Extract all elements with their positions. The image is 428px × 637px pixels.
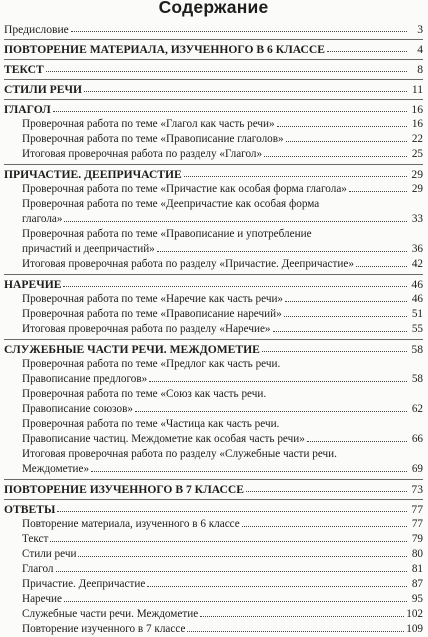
dot-leader [149,381,407,382]
toc-page-number: 51 [411,308,423,320]
toc-page-number: 16 [411,118,423,130]
toc-entry-title: причастий и деепричастий» [22,243,155,255]
toc-entry-title: Правописание предлогов» [22,373,148,385]
toc-page-number: 22 [411,133,423,145]
toc-entry[interactable] [4,147,423,162]
toc-page-number: 29 [411,183,423,195]
toc-page-number: 16 [411,103,423,116]
dot-leader [157,251,407,252]
dot-leader [356,266,407,267]
toc-page-number: 102 [406,608,423,620]
toc-entry-title: глагола» [22,213,63,225]
toc-entry-line: Проверочная работа по теме «Деепричастие как особая форма [22,198,320,210]
toc-entry[interactable] [4,562,423,577]
toc-page-number: 46 [411,293,423,305]
toc-page-number: 33 [411,213,423,225]
toc-entry-title: Междометие» [22,463,90,475]
toc-page-number: 77 [411,503,423,516]
toc-page-number: 58 [411,373,423,385]
dot-leader [64,601,407,602]
toc-entry[interactable] [4,322,423,337]
toc-entry-title: Итоговая проверочная работа по разделу «Наречие» [22,323,271,335]
toc-entry-title: ТЕКСТ [4,63,44,76]
toc-entry[interactable] [4,517,423,532]
toc-section[interactable] [4,102,423,117]
toc-entry[interactable] [4,607,423,622]
toc-entry[interactable] [4,182,423,197]
section-divider [4,499,423,500]
dot-leader [184,176,407,177]
toc-entry[interactable] [4,257,423,272]
toc-entry-title: ОТВЕТЫ [4,503,56,516]
toc-entry-title: Повторение изученного в 7 классе [22,623,186,635]
toc-entry-line: Проверочная работа по теме «Частица как часть речи. [22,418,280,430]
toc-entry[interactable] [4,132,423,147]
section-divider [4,479,423,480]
toc-entry-title: Итоговая проверочная работа по разделу «Причастие. Деепричастие» [22,258,354,270]
section-divider [4,339,423,340]
toc-entry[interactable] [4,22,423,37]
dot-leader [71,31,407,32]
toc-entry[interactable] [4,307,423,322]
toc-entry[interactable] [4,117,423,132]
toc-page-number: 46 [411,278,423,291]
toc-entry-title: Правописание частиц. Междометие как особая часть речи» [22,433,305,445]
toc-entry-title: Повторение материала, изученного в 6 классе [22,518,240,530]
toc-entry-line: Итоговая проверочная работа по разделу «Служебные части речи. [22,448,337,460]
dot-leader [187,631,404,632]
dot-leader [63,286,407,287]
toc-page-number: 66 [411,433,423,445]
toc-entry[interactable] [4,432,423,447]
dot-leader [264,156,407,157]
dot-leader [242,526,407,527]
toc-section[interactable] [4,62,423,77]
toc-entry-title: ПРИЧАСТИЕ. ДЕЕПРИЧАСТИЕ [4,168,182,181]
dot-leader [349,191,407,192]
dot-leader [262,351,407,352]
toc-entry-title: СТИЛИ РЕЧИ [4,83,83,96]
toc-entry-title: Служебные части речи. Междометие [22,608,199,620]
toc-entry-title: СЛУЖЕБНЫЕ ЧАСТИ РЕЧИ. МЕЖДОМЕТИЕ [4,343,260,356]
dot-leader [53,111,407,112]
toc-page-number: 81 [411,563,423,575]
dot-leader [57,511,407,512]
toc-page-number: 3 [417,23,423,36]
dot-leader [56,571,407,572]
dot-leader [91,471,407,472]
dot-leader [200,616,404,617]
dot-leader [286,141,407,142]
section-divider [4,164,423,165]
toc-entry[interactable] [4,577,423,592]
dot-leader [64,221,407,222]
toc-entry[interactable] [4,292,423,307]
toc-entry-title: ПОВТОРЕНИЕ ИЗУЧЕННОГО В 7 КЛАССЕ [4,483,244,496]
toc-entry-title: ГЛАГОЛ [4,103,51,116]
dot-leader [277,126,407,127]
dot-leader [285,301,407,302]
toc-page-number: 58 [411,343,423,356]
dot-leader [327,51,407,52]
toc-page-number: 11 [411,83,423,96]
dot-leader [78,556,407,557]
toc-page-number: 4 [417,43,423,56]
section-divider [4,59,423,60]
toc-entry-title: Причастие. Деепричастие [22,578,146,590]
toc-page-number: 77 [411,518,423,530]
dot-leader [273,331,408,332]
toc-page-number: 42 [411,258,423,270]
section-divider [4,79,423,80]
toc-entry[interactable] [4,622,423,637]
toc-entry-title: Предисловие [4,23,69,36]
toc-entry[interactable] [4,372,423,387]
toc-page-number: 69 [411,463,423,475]
dot-leader [284,316,407,317]
toc-list [4,22,423,637]
toc-section[interactable] [4,167,423,182]
section-divider [4,274,423,275]
toc-section[interactable] [4,482,423,497]
toc-entry-title: Текст [22,533,49,545]
toc-entry[interactable] [4,462,423,477]
dot-leader [84,91,407,92]
toc-entry[interactable] [4,212,423,227]
dot-leader [307,441,407,442]
dot-leader [246,491,407,492]
toc-entry-title: ПОВТОРЕНИЕ МАТЕРИАЛА, ИЗУЧЕННОГО В 6 КЛАССЕ [4,43,326,56]
toc-entry-title: НАРЕЧИЕ [4,278,62,291]
toc-page-number: 79 [411,533,423,545]
toc-section[interactable] [4,502,423,517]
toc-entry[interactable] [4,532,423,547]
dot-leader [135,411,407,412]
toc-page-number: 95 [411,593,423,605]
toc-page-number: 29 [411,168,423,181]
toc-entry-line: Проверочная работа по теме «Предлог как часть речи. [22,358,281,370]
toc-page-number: 62 [411,403,423,415]
toc-page-number: 36 [411,243,423,255]
toc-entry-title: Проверочная работа по теме «Причастие как особая форма глагола» [22,183,347,195]
toc-section[interactable] [4,342,423,357]
toc-page-number: 73 [411,483,423,496]
toc-section[interactable] [4,42,423,57]
section-divider [4,39,423,40]
dot-leader [147,586,407,587]
toc-entry-title: Проверочная работа по теме «Глагол как часть речи» [22,118,275,130]
toc-page-number: 87 [411,578,423,590]
toc-entry-title: Стили речи [22,548,77,560]
toc-entry-title: Проверочная работа по теме «Правописание наречий» [22,308,282,320]
toc-entry-title: Наречие [22,593,62,605]
toc-page-number: 109 [406,623,423,635]
dot-leader [50,541,407,542]
toc-entry[interactable] [4,547,423,562]
toc-entry-title: Проверочная работа по теме «Наречие как часть речи» [22,293,284,305]
toc-entry-line: Проверочная работа по теме «Правописание и употребление [22,228,312,240]
toc-entry-title: Итоговая проверочная работа по разделу «Глагол» [22,148,263,160]
toc-page-number: 25 [411,148,423,160]
dot-leader [46,71,407,72]
toc-page-number: 8 [417,63,423,76]
toc-page-number: 55 [411,323,423,335]
toc-section[interactable] [4,82,423,97]
toc-entry-line: Проверочная работа по теме «Союз как часть речи. [22,388,267,400]
toc-entry-title: Правописание союзов» [22,403,133,415]
toc-entry[interactable] [4,402,423,417]
section-divider [4,99,423,100]
toc-entry[interactable] [4,242,423,257]
toc-section[interactable] [4,277,423,292]
page-title: Содержание [158,0,269,17]
toc-entry-title: Глагол [22,563,54,575]
toc-page-number: 80 [411,548,423,560]
toc-entry-title: Проверочная работа по теме «Правописание глаголов» [22,133,284,145]
